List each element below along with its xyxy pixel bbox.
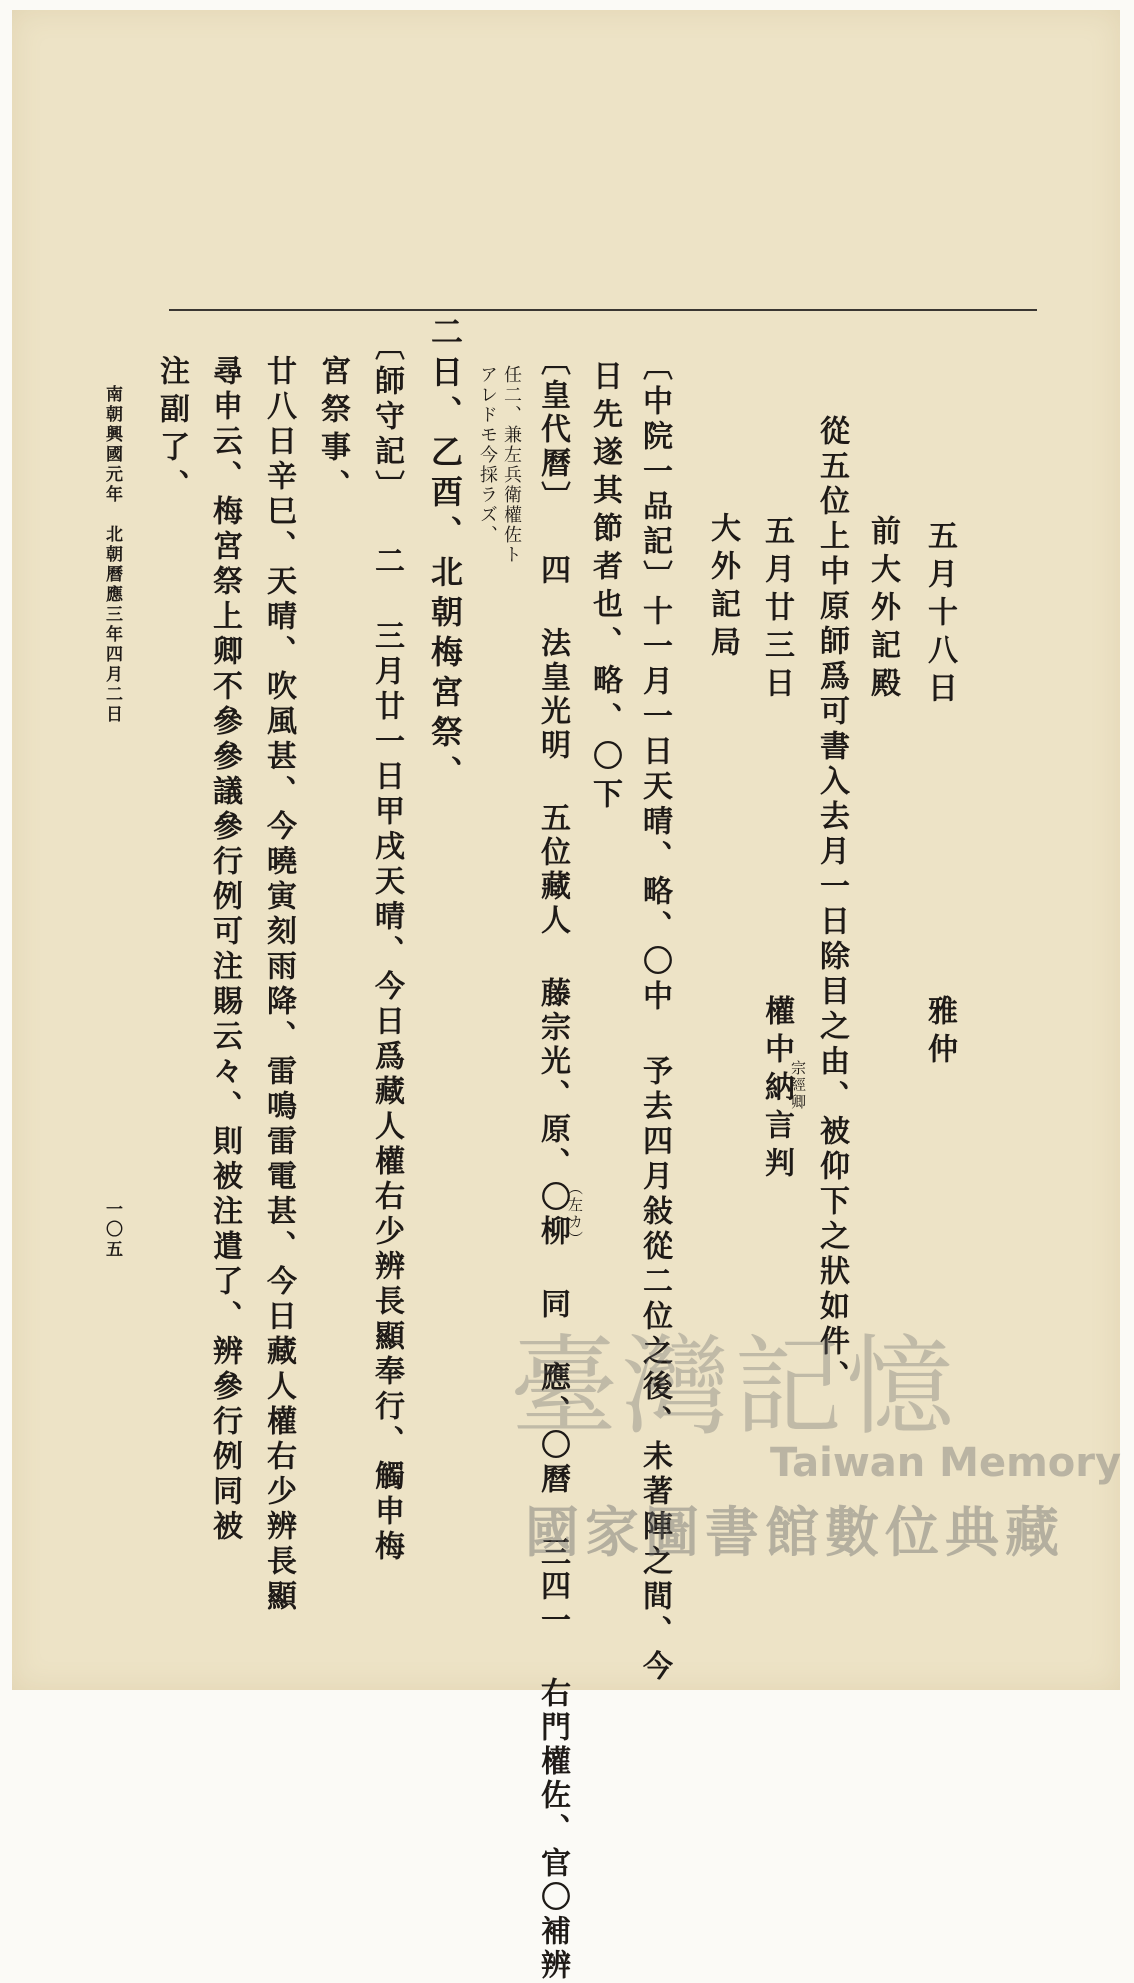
text-column-9b: アレドモ今採ラズ、 <box>477 365 498 545</box>
text-column-14: 尋申云、梅宮祭上卿不參參議參行例可注賜云々、則被注遣了、辨參行例同被 <box>207 355 242 1545</box>
text-column-8: 〔皇代曆〕 四 法皇光明 五位藏人 藤宗光、原、〇柳 同 應、〇曆 三四一 右門權佐、官〇補辨 <box>535 345 570 1983</box>
text-column-13: 廿八日辛巳、天晴、吹風甚、今曉寅刻雨降、雷鳴雷電甚、今日藏人權右少辨長顯 <box>261 355 296 1615</box>
text-column-1-signature: 雅仲 <box>922 995 957 1071</box>
page-number: 一〇五 <box>102 1200 122 1260</box>
watermark-english: Taiwan Memory <box>770 1440 1122 1486</box>
text-column-1: 五月十八日 <box>922 520 957 710</box>
text-column-12: 宮祭事、 <box>315 355 350 507</box>
text-column-5: 大外記局 <box>705 512 740 664</box>
text-column-7: 日先遂其節者也、略、〇下 <box>587 360 622 816</box>
entry-heading: 二日、乙酉、北朝梅宮祭、 <box>426 315 464 795</box>
annotation-note-left: （左カ） <box>566 1180 584 1248</box>
text-column-6: 〔中院一品記〕十一月一日天晴、略、〇中 予去四月敍從二位之後、未著陣之間、今 <box>637 350 672 1685</box>
running-footer: 南朝興國元年 北朝曆應三年四月二日 <box>102 385 122 725</box>
text-column-9a: 任二、兼左兵衛權佐ト <box>501 365 522 565</box>
text-column-2: 前大外記殿 <box>865 515 900 705</box>
text-column-4-signature: 權中納言判 <box>759 995 794 1185</box>
watermark-logo: 臺灣記憶 <box>510 1325 959 1450</box>
text-column-15: 注副了、 <box>154 355 189 507</box>
text-column-11: 〔師守記〕 二 三月廿一日甲戌天晴、今日爲藏人權右少辨長顯奉行、觸申梅 <box>369 330 404 1565</box>
horizontal-rule <box>169 309 1037 311</box>
text-column-4: 五月廿三日 <box>759 515 794 705</box>
text-column-3: 從五位上中原師爲可書入去月一日除目之由、被仰下之狀如件、 <box>814 415 849 1395</box>
watermark-chinese: 國家圖書館數位典藏 <box>525 1501 1065 1564</box>
annotation-note: 宗經卿 <box>789 1060 807 1111</box>
